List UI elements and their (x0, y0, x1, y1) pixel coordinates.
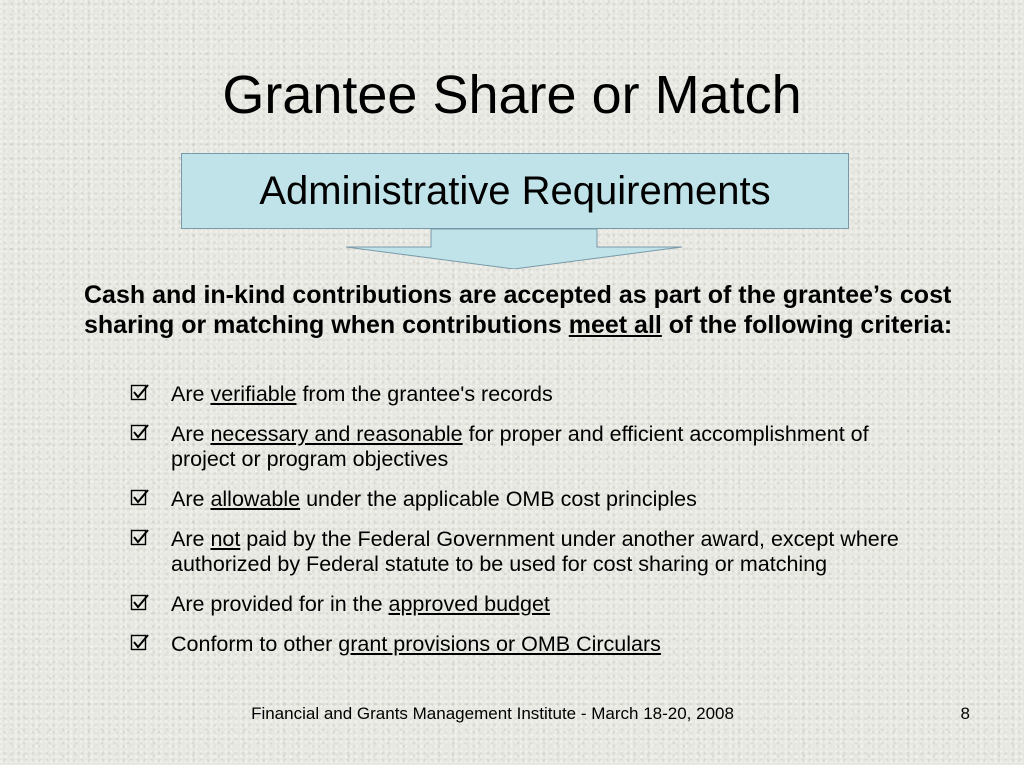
criteria-post: under the applicable OMB cost principles (300, 487, 697, 511)
criteria-key: allowable (210, 487, 301, 511)
criteria-pre: Conform to other (171, 632, 339, 656)
checked-box-icon (130, 529, 150, 549)
banner-box (181, 153, 849, 229)
criteria-item (130, 487, 910, 512)
lead-tail: of the following criteria: (661, 311, 953, 339)
criteria-pre: Are (171, 422, 211, 446)
criteria-key: grant provisions or OMB Circulars (338, 632, 661, 656)
page-number: 8 (960, 704, 970, 723)
criteria-key: verifiable (210, 382, 297, 406)
checked-box-icon (130, 384, 150, 404)
down-arrow-icon (346, 229, 682, 269)
footer-text: Financial and Grants Management Institute - March 18-20, 2008 (251, 704, 734, 723)
criteria-item (130, 422, 910, 472)
criteria-item (130, 592, 910, 617)
criteria-pre: Are (171, 527, 211, 551)
checked-box-icon (130, 594, 150, 614)
checked-box-icon (130, 424, 150, 444)
criteria-post: from the grantee's records (296, 382, 553, 406)
criteria-key: necessary and reasonable (210, 422, 463, 446)
lead-text: Cash and in-kind contributions are accepted as part of the grantee’s cost sharing or matching when contributions (84, 281, 952, 339)
criteria-list (130, 382, 910, 672)
criteria-key: approved budget (388, 592, 550, 616)
banner-text: Administrative Requirements (259, 168, 771, 213)
criteria-item (130, 632, 910, 657)
criteria-key: not (210, 527, 241, 551)
checked-box-icon (130, 634, 150, 654)
criteria-item (130, 382, 910, 407)
criteria-pre: Are (171, 382, 211, 406)
criteria-post: for proper and efficient accomplishment of project or program objectives (171, 422, 869, 471)
lead-paragraph (84, 280, 964, 340)
criteria-item (130, 527, 910, 577)
checked-box-icon (130, 489, 150, 509)
criteria-pre: Are (171, 487, 211, 511)
criteria-pre: Are provided for in the (171, 592, 389, 616)
slide-title: Grantee Share or Match (222, 65, 802, 125)
lead-emphasis: meet all (568, 311, 662, 339)
criteria-post: paid by the Federal Government under another award, except where authorized by Federal statute to be used for cost sharing or matching (171, 527, 899, 576)
